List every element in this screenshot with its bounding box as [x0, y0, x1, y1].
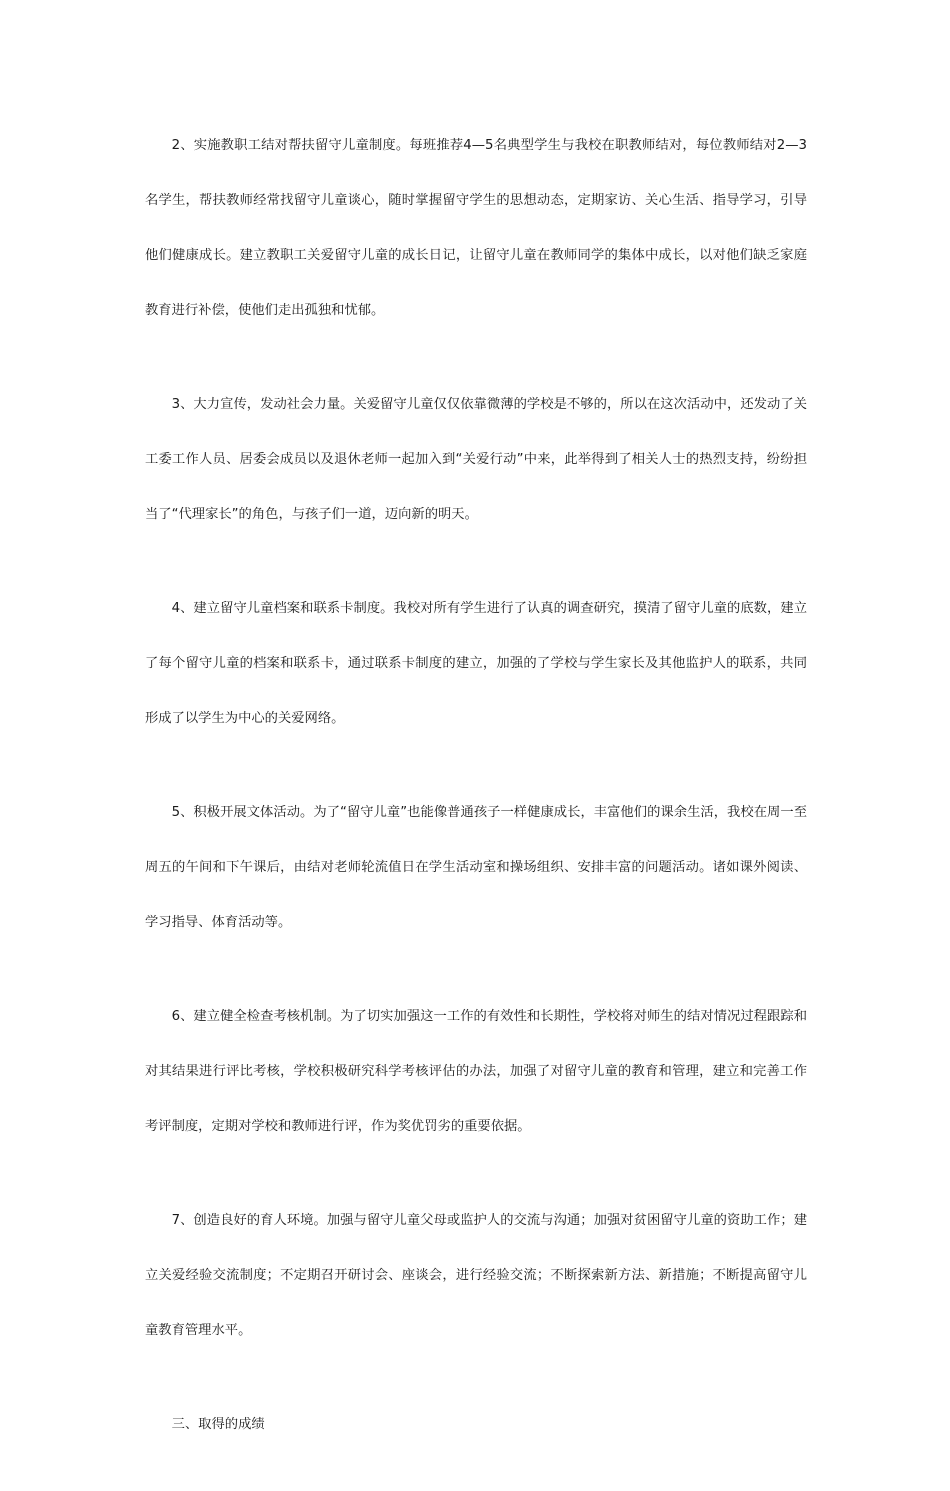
section-heading: 三、取得的成绩 [171, 1417, 265, 1432]
document-body [145, 118, 807, 1491]
paragraph-item-3: 3、大力宣传，发动社会力量。关爱留守儿童仅仅依靠微薄的学校是不够的，所以在这次活动中，还发动了关工委工作人员、居委会成员以及退休老师一起加入到“关爱行动”中来，此举得到了相关人士的热烈支持，纷纷担当了“代理家长”的角色，与孩子们一道，迈向新的明天。 [145, 397, 807, 522]
paragraph-item-2: 2、实施教职工结对帮扶留守儿童制度。每班推荐4—5名典型学生与我校在职教师结对，每位教师结对2—3名学生，帮扶教师经常找留守儿童谈心，随时掌握留守学生的思想动态，定期家访、关心生活、指导学习，引导他们健康成长。建立教职工关爱留守儿童的成长日记，让留守儿童在教师同学的集体中成长，以对他们缺乏家庭教育进行补偿，使他们走出孤独和忧郁。 [145, 138, 807, 318]
paragraph-item-7: 7、创造良好的育人环境。加强与留守儿童父母或监护人的交流与沟通；加强对贫困留守儿童的资助工作；建立关爱经验交流制度；不定期召开研讨会、座谈会，进行经验交流；不断探索新方法、新措施；不断提高留守儿童教育管理水平。 [145, 1213, 807, 1338]
paragraph-item-5: 5、积极开展文体活动。为了“留守儿童”也能像普通孩子一样健康成长，丰富他们的课余生活，我校在周一至周五的午间和下午课后，由结对老师轮流值日在学生活动室和操场组织、安排丰富的问题活动。诸如课外阅读、学习指导、体育活动等。 [145, 805, 807, 930]
paragraph-item-6: 6、建立健全检查考核机制。为了切实加强这一工作的有效性和长期性，学校将对师生的结对情况过程跟踪和对其结果进行评比考核，学校积极研究科学考核评估的办法，加强了对留守儿童的教育和管理，建立和完善工作考评制度，定期对学校和教师进行评，作为奖优罚劣的重要依据。 [145, 1009, 807, 1134]
paragraph-item-4: 4、建立留守儿童档案和联系卡制度。我校对所有学生进行了认真的调查研究，摸清了留守儿童的底数，建立了每个留守儿童的档案和联系卡，通过联系卡制度的建立，加强的了学校与学生家长及其他监护人的联系，共同形成了以学生为中心的关爱网络。 [145, 601, 807, 726]
